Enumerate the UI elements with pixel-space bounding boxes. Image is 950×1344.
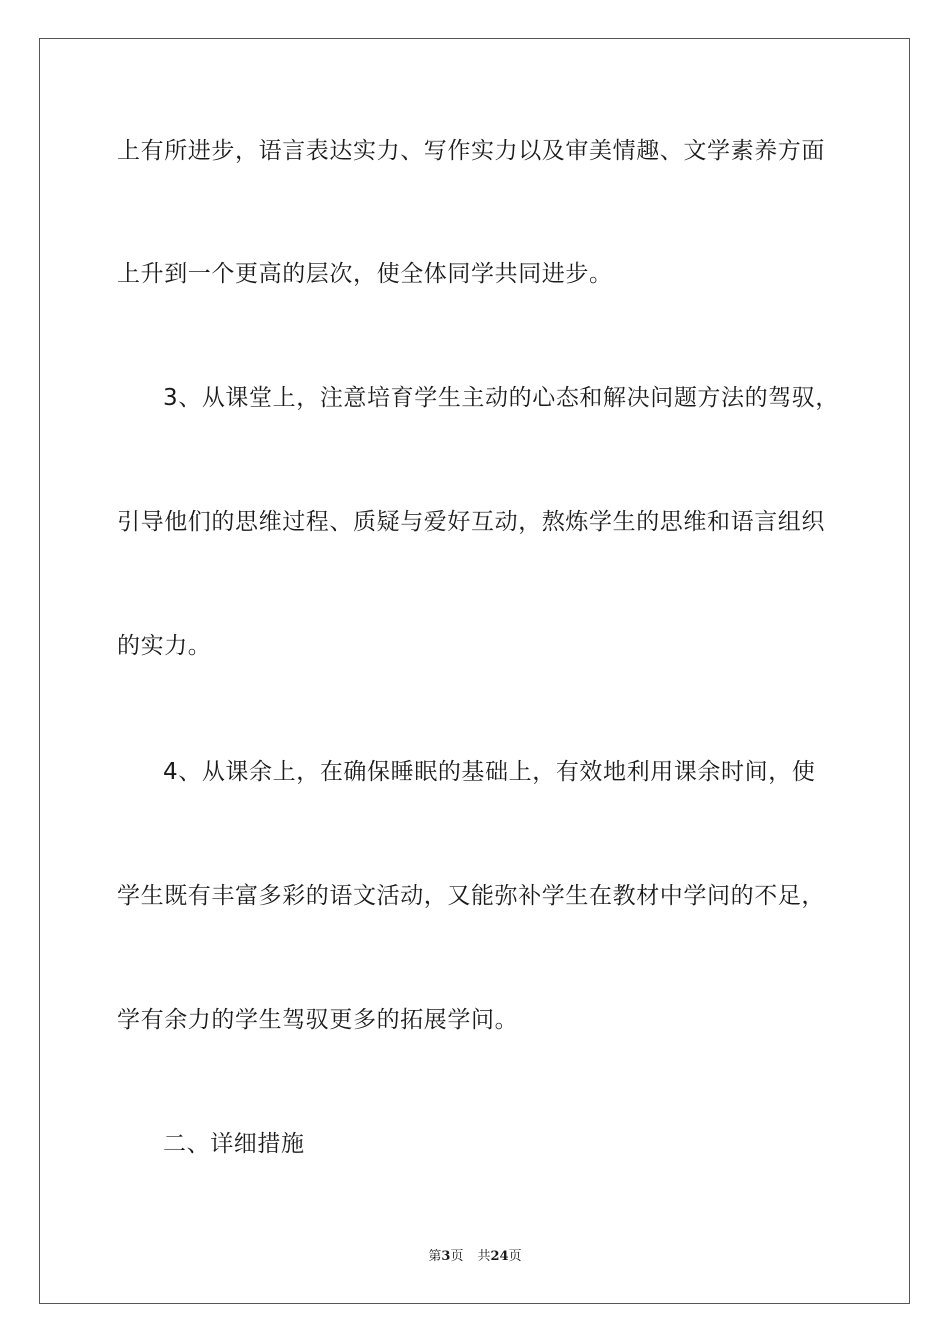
paragraph-line-3: 3、从课堂上，注意培育学生主动的心态和解决问题方法的驾驭， xyxy=(163,385,840,411)
paragraph-line-5: 的实力。 xyxy=(117,633,212,659)
footer-total-pages: 24 xyxy=(490,1249,509,1264)
paragraph-line-4: 引导他们的思维过程、质疑与爱好互动，熬炼学生的思维和语言组织 xyxy=(117,509,825,535)
footer-page-suffix: 页 xyxy=(450,1249,464,1264)
footer-total-suffix: 页 xyxy=(508,1249,522,1264)
section-heading: 二、详细措施 xyxy=(163,1131,305,1157)
paragraph-line-7: 学生既有丰富多彩的语文活动，又能弥补学生在教材中学问的不足， xyxy=(117,883,825,909)
page-border xyxy=(39,38,910,1304)
paragraph-line-1: 上有所进步，语言表达实力、写作实力以及审美情趣、文学素养方面 xyxy=(117,138,825,164)
footer-total-prefix: 共 xyxy=(477,1249,491,1264)
paragraph-line-2: 上升到一个更高的层次，使全体同学共同进步。 xyxy=(117,261,613,287)
page-footer xyxy=(0,1248,950,1266)
paragraph-line-8: 学有余力的学生驾驭更多的拓展学问。 xyxy=(117,1007,519,1033)
footer-page-prefix: 第 xyxy=(428,1249,442,1264)
footer-page-number: 3 xyxy=(441,1249,451,1264)
paragraph-line-6: 4、从课余上，在确保睡眠的基础上，有效地利用课余时间，使 xyxy=(163,759,816,785)
